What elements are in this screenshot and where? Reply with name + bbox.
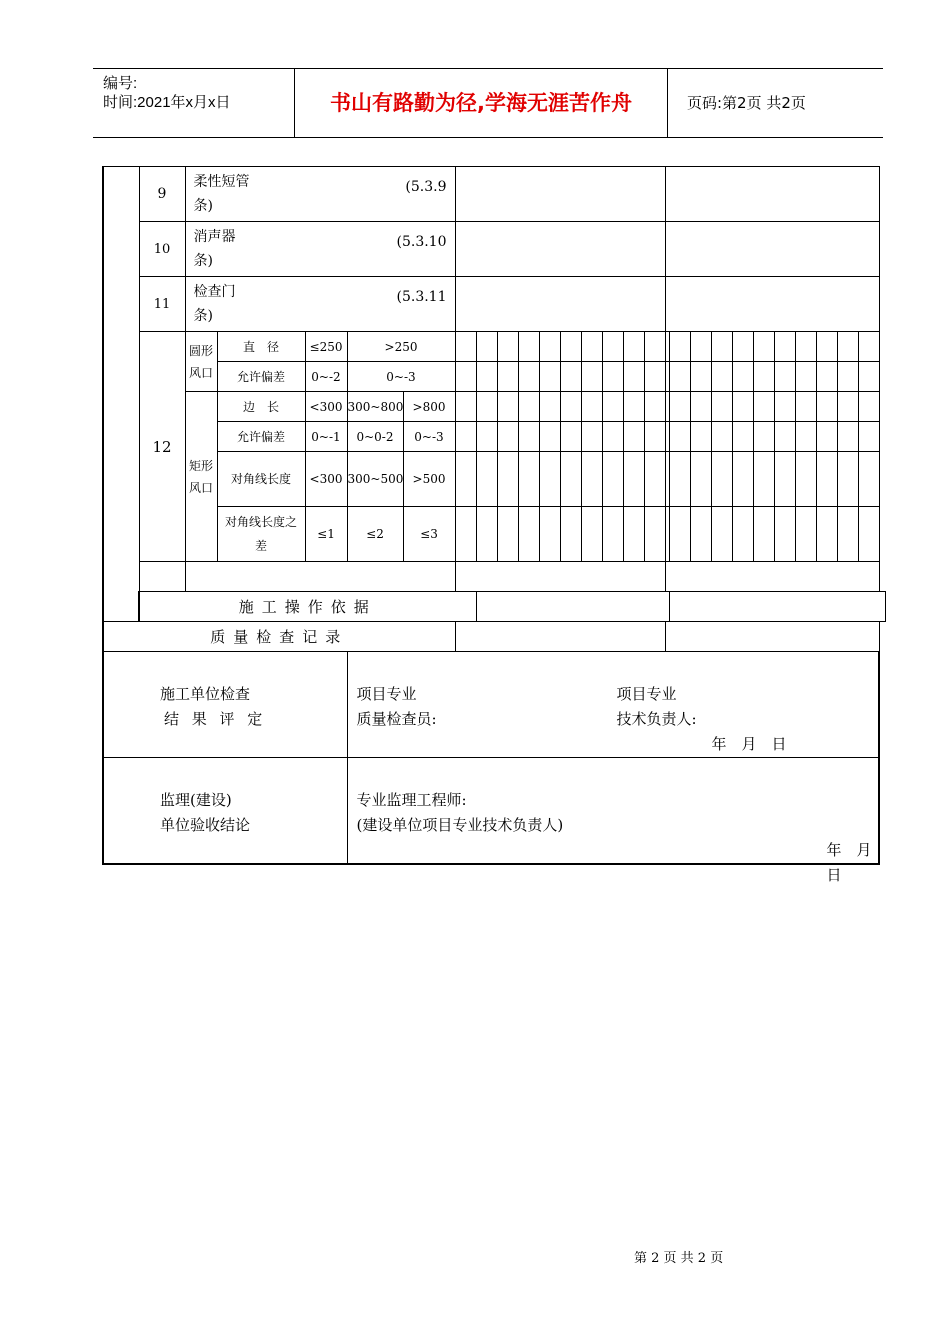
basis-label: 施工操作依据 [139,592,476,622]
check-cell [690,507,711,562]
check-cell [560,332,581,362]
check-cell [476,507,497,562]
check-cell [518,392,539,422]
check-cell [711,362,732,392]
check-cell [455,332,476,362]
check-cell [816,422,837,452]
check-cell [476,332,497,362]
round-outlet-label: 圆形风口 [185,332,217,392]
check-cell [858,422,879,452]
check-cell [837,422,858,452]
check-cell [837,332,858,362]
check-cell [732,452,753,507]
diagonal-large: >500 [403,452,455,507]
check-cell [644,332,665,362]
owner-label: (建设单位项目专业技术负责人) [356,816,564,834]
check-cell [837,362,858,392]
check-cell [560,392,581,422]
check-cell [560,507,581,562]
contractor-date: 年 月 日 [711,735,787,753]
check-cell [732,362,753,392]
check-cell [539,422,560,452]
check-cell [539,332,560,362]
supervisor-sign-cell [347,758,887,884]
check-cell [518,507,539,562]
item-ref: (5.3.10 [396,234,447,250]
check-cell [623,422,644,452]
check-cell [816,507,837,562]
check-cell [455,167,665,222]
check-cell [711,422,732,452]
tolerance-mid: 0~0-2 [347,422,403,452]
page-number [677,69,883,137]
check-cell [795,392,816,422]
check-cell [539,362,560,392]
check-cell [539,452,560,507]
tolerance-small: 0~-2 [305,362,347,392]
item-ref-cont: 条) [193,308,213,324]
check-cell [795,332,816,362]
check-cell [753,422,774,452]
tech-label-2: 技术负责人: [616,710,697,728]
diameter-small: ≤250 [305,332,347,362]
check-cell [623,392,644,422]
check-cell [858,392,879,422]
check-cell [476,392,497,422]
check-cell [581,422,602,452]
check-cell [858,507,879,562]
check-cell [665,167,879,222]
engineer-label: 专业监理工程师: [356,791,467,809]
check-cell [476,422,497,452]
inspector-label-2: 质量检查员: [356,710,437,728]
check-cell [837,452,858,507]
time-label: 时间:2021年x月x日 [103,94,231,111]
check-cell [753,507,774,562]
table-row [103,562,886,592]
check-cell [497,392,518,422]
item-number: 12 [139,332,185,562]
item-name [185,222,455,277]
check-cell [753,332,774,362]
supervisor-label-1: 监理(建设) [160,791,232,809]
inspection-form [102,166,887,884]
check-cell [455,222,665,277]
record-label: 质量检查记录 [103,622,455,652]
record-cell [455,622,665,652]
check-cell [497,507,518,562]
basis-cell [476,592,669,622]
diagonal-diff-large: ≤3 [403,507,455,562]
check-cell [602,392,623,422]
item-name [185,277,455,332]
check-cell [732,507,753,562]
check-cell [644,507,665,562]
table-row [103,652,886,758]
check-cell [644,392,665,422]
check-cell [690,332,711,362]
check-cell [497,452,518,507]
check-cell [669,392,690,422]
check-cell [795,507,816,562]
check-cell [455,392,476,422]
diameter-label: 直 径 [217,332,305,362]
table-row [103,507,886,562]
item-ref-cont: 条) [193,253,213,269]
contractor-label-2: 结 果 评 定 [164,710,267,728]
blank-cell [665,562,879,592]
check-cell [690,362,711,392]
table-row [103,592,886,622]
check-cell [774,422,795,452]
check-cell [455,422,476,452]
check-cell [774,392,795,422]
item-ref-cont: 条) [193,198,213,214]
check-cell [581,452,602,507]
check-cell [539,392,560,422]
side-large: >800 [403,392,455,422]
item-ref: (5.3.11 [396,289,447,305]
blank-cell [185,562,455,592]
contractor-sign-cell [347,652,879,758]
basis-cell [669,592,885,622]
page-header [93,68,883,138]
check-cell [623,452,644,507]
check-cell [455,507,476,562]
check-cell [774,332,795,362]
check-cell [858,362,879,392]
supervisor-label-cell [103,758,347,864]
check-cell [795,452,816,507]
check-cell [560,362,581,392]
diagonal-diff-small: ≤1 [305,507,347,562]
item-title: 柔性短管 [193,174,250,190]
supervisor-label-2: 单位验收结论 [160,816,251,834]
table-row [103,277,886,332]
check-cell [732,422,753,452]
page-label: 页码:第2页 共2页 [687,94,806,112]
check-cell [581,332,602,362]
check-cell [644,422,665,452]
table-row [103,167,886,222]
check-cell [644,362,665,392]
diagonal-label: 对角线长度 [217,452,305,507]
check-cell [602,452,623,507]
contractor-label-cell [103,652,347,758]
check-cell [858,452,879,507]
serial-label: 编号: [103,75,138,92]
inspector-label-1: 项目专业 [356,685,417,703]
table-row [103,622,886,652]
item-name [185,167,455,222]
motto: 书山有路勤为径,学海无涯苦作舟 [295,69,668,137]
check-cell [816,332,837,362]
check-cell [455,362,476,392]
tolerance-label: 允许偏差 [217,362,305,392]
diameter-large: >250 [347,332,455,362]
table-row [103,452,886,507]
item-number: 9 [139,167,185,222]
check-cell [539,507,560,562]
item-ref: (5.3.9 [405,179,447,195]
check-cell [455,277,665,332]
check-cell [669,362,690,392]
table-row [103,332,886,362]
blank-cell [139,562,185,592]
table-row [103,392,886,422]
tolerance-label: 允许偏差 [217,422,305,452]
check-cell [602,362,623,392]
diagonal-diff-label: 对角线长度之差 [217,507,305,562]
check-cell [518,332,539,362]
check-cell [602,507,623,562]
check-cell [665,277,879,332]
check-cell [774,507,795,562]
check-cell [753,452,774,507]
side-mid: 300~800 [347,392,403,422]
check-cell [711,507,732,562]
table-row [103,758,886,864]
check-cell [623,332,644,362]
check-cell [711,452,732,507]
side-label: 边 长 [217,392,305,422]
check-cell [497,422,518,452]
item-title: 检查门 [193,284,236,300]
side-small: <300 [305,392,347,422]
left-margin-cell [103,167,139,622]
check-cell [816,452,837,507]
check-cell [774,362,795,392]
check-cell [795,422,816,452]
check-cell [581,507,602,562]
header-meta [93,69,295,137]
check-cell [732,392,753,422]
tolerance-large: 0~-3 [403,422,455,452]
check-cell [497,332,518,362]
check-cell [623,507,644,562]
record-cell [665,622,879,652]
check-cell [795,362,816,392]
check-cell [518,452,539,507]
contractor-label-1: 施工单位检查 [160,685,251,703]
check-cell [560,452,581,507]
item-number: 10 [139,222,185,277]
tolerance-large: 0~-3 [347,362,455,392]
inspection-table [102,166,887,884]
table-row [103,362,886,392]
item-title: 消声器 [193,229,236,245]
check-cell [581,392,602,422]
check-cell [560,422,581,452]
rect-outlet-label: 矩形风口 [185,392,217,562]
blank-cell [455,562,665,592]
supervisor-date: 年 月 日 [826,841,887,884]
item-number: 11 [139,277,185,332]
check-cell [711,332,732,362]
check-cell [665,222,879,277]
check-cell [669,422,690,452]
check-cell [623,362,644,392]
check-cell [644,452,665,507]
check-cell [602,332,623,362]
check-cell [816,362,837,392]
check-cell [837,507,858,562]
check-cell [816,392,837,422]
check-cell [669,332,690,362]
check-cell [690,392,711,422]
table-row [103,422,886,452]
check-cell [518,362,539,392]
tolerance-small: 0~-1 [305,422,347,452]
check-cell [753,362,774,392]
check-cell [669,507,690,562]
check-cell [837,392,858,422]
check-cell [774,452,795,507]
table-row [103,222,886,277]
check-cell [455,452,476,507]
check-cell [711,392,732,422]
check-cell [690,422,711,452]
page-footer: 第 2 页 共 2 页 [634,1251,724,1266]
check-cell [858,332,879,362]
check-cell [690,452,711,507]
check-cell [669,452,690,507]
check-cell [518,422,539,452]
check-cell [476,362,497,392]
check-cell [581,362,602,392]
diagonal-small: <300 [305,452,347,507]
check-cell [602,422,623,452]
diagonal-diff-mid: ≤2 [347,507,403,562]
tech-label-1: 项目专业 [616,685,677,703]
check-cell [753,392,774,422]
diagonal-mid: 300~500 [347,452,403,507]
check-cell [732,332,753,362]
check-cell [497,362,518,392]
check-cell [476,452,497,507]
